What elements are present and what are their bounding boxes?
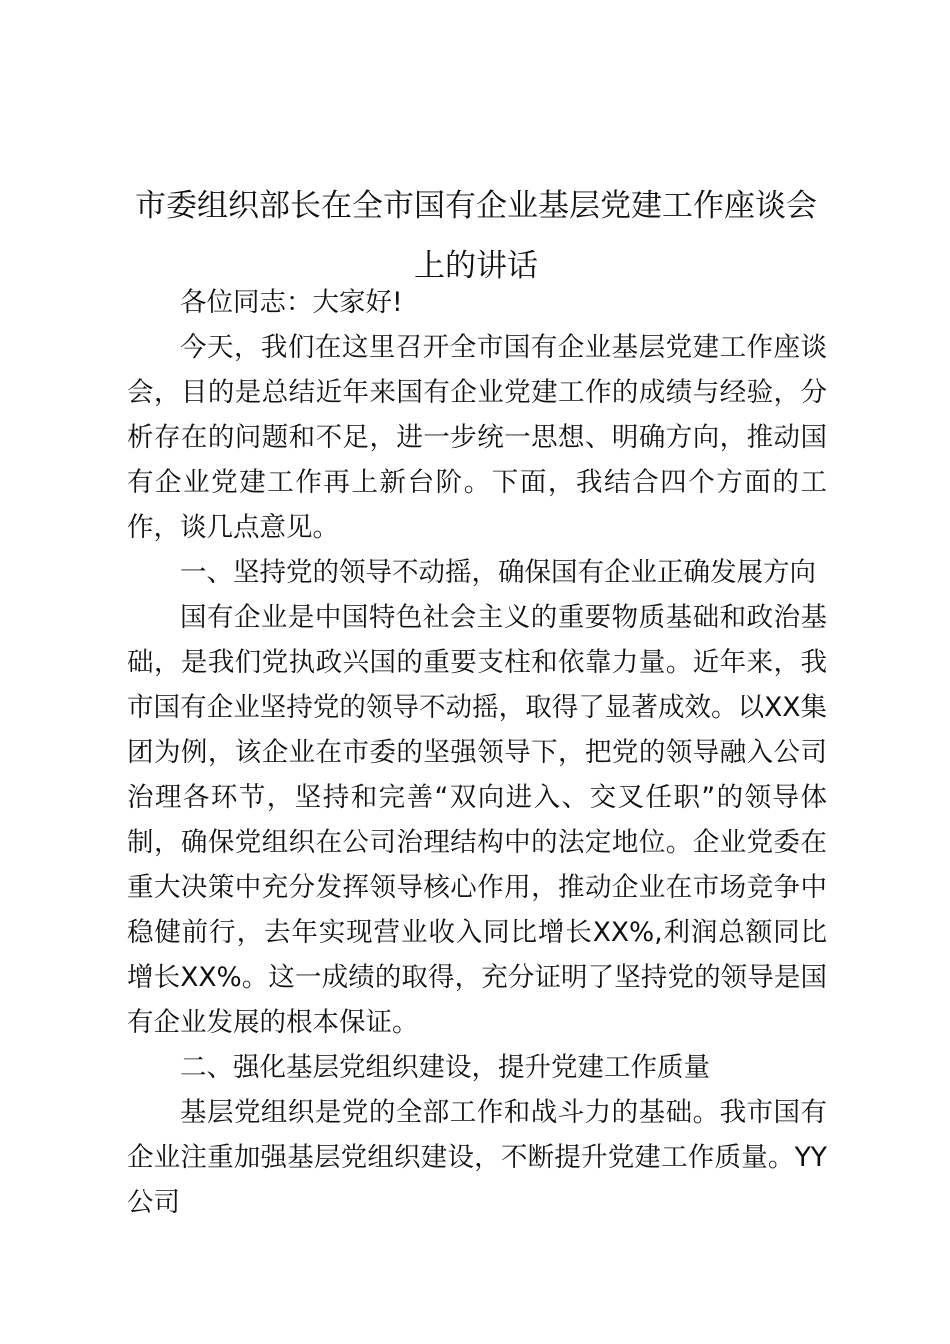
section-2-paragraph: 基层党组织是党的全部工作和战斗力的基础。我市国有企业注重加强基层党组织建设，不断提升党建工作质量。YY公司 <box>127 1097 827 1218</box>
intro-paragraph: 今天，我们在这里召开全市国有企业基层党建工作座谈会，目的是总结近年来国有企业党建工作的成绩与经验，分析存在的问题和不足，进一步统一思想、明确方向，推动国有企业党建工作再上新台阶。下面，我结合四个方面的工作，谈几点意见。 <box>127 332 827 543</box>
greeting: 各位同志：大家好! <box>180 287 403 318</box>
document-body <box>127 280 827 1225</box>
section-1-paragraph: 国有企业是中国特色社会主义的重要物质基础和政治基础，是我们党执政兴国的重要支柱和依靠力量。近年来，我市国有企业坚持党的领导不动摇，取得了显著成效。以XX集团为例，该企业在市委的坚强领导下，把党的领导融入公司治理各环节，坚持和完善“双向进入、交叉任职”的领导体制，确保党组织在公司治理结构中的法定地位。企业党委在重大决策中充分发挥领导核心作用，推动企业在市场竞争中稳健前行，去年实现营业收入同比增长XX%,利润总额同比增长XX%。这一成绩的取得，充分证明了坚持党的领导是国有企业发展的根本保证。 <box>127 602 827 1038</box>
document-title: 市委组织部长在全市国有企业基层党建工作座谈会上的讲话 <box>135 188 817 284</box>
section-1-heading: 一、坚持党的领导不动摇，确保国有企业正确发展方向 <box>180 557 816 588</box>
section-2-heading: 二、强化基层党组织建设，提升党建工作质量 <box>180 1052 710 1083</box>
